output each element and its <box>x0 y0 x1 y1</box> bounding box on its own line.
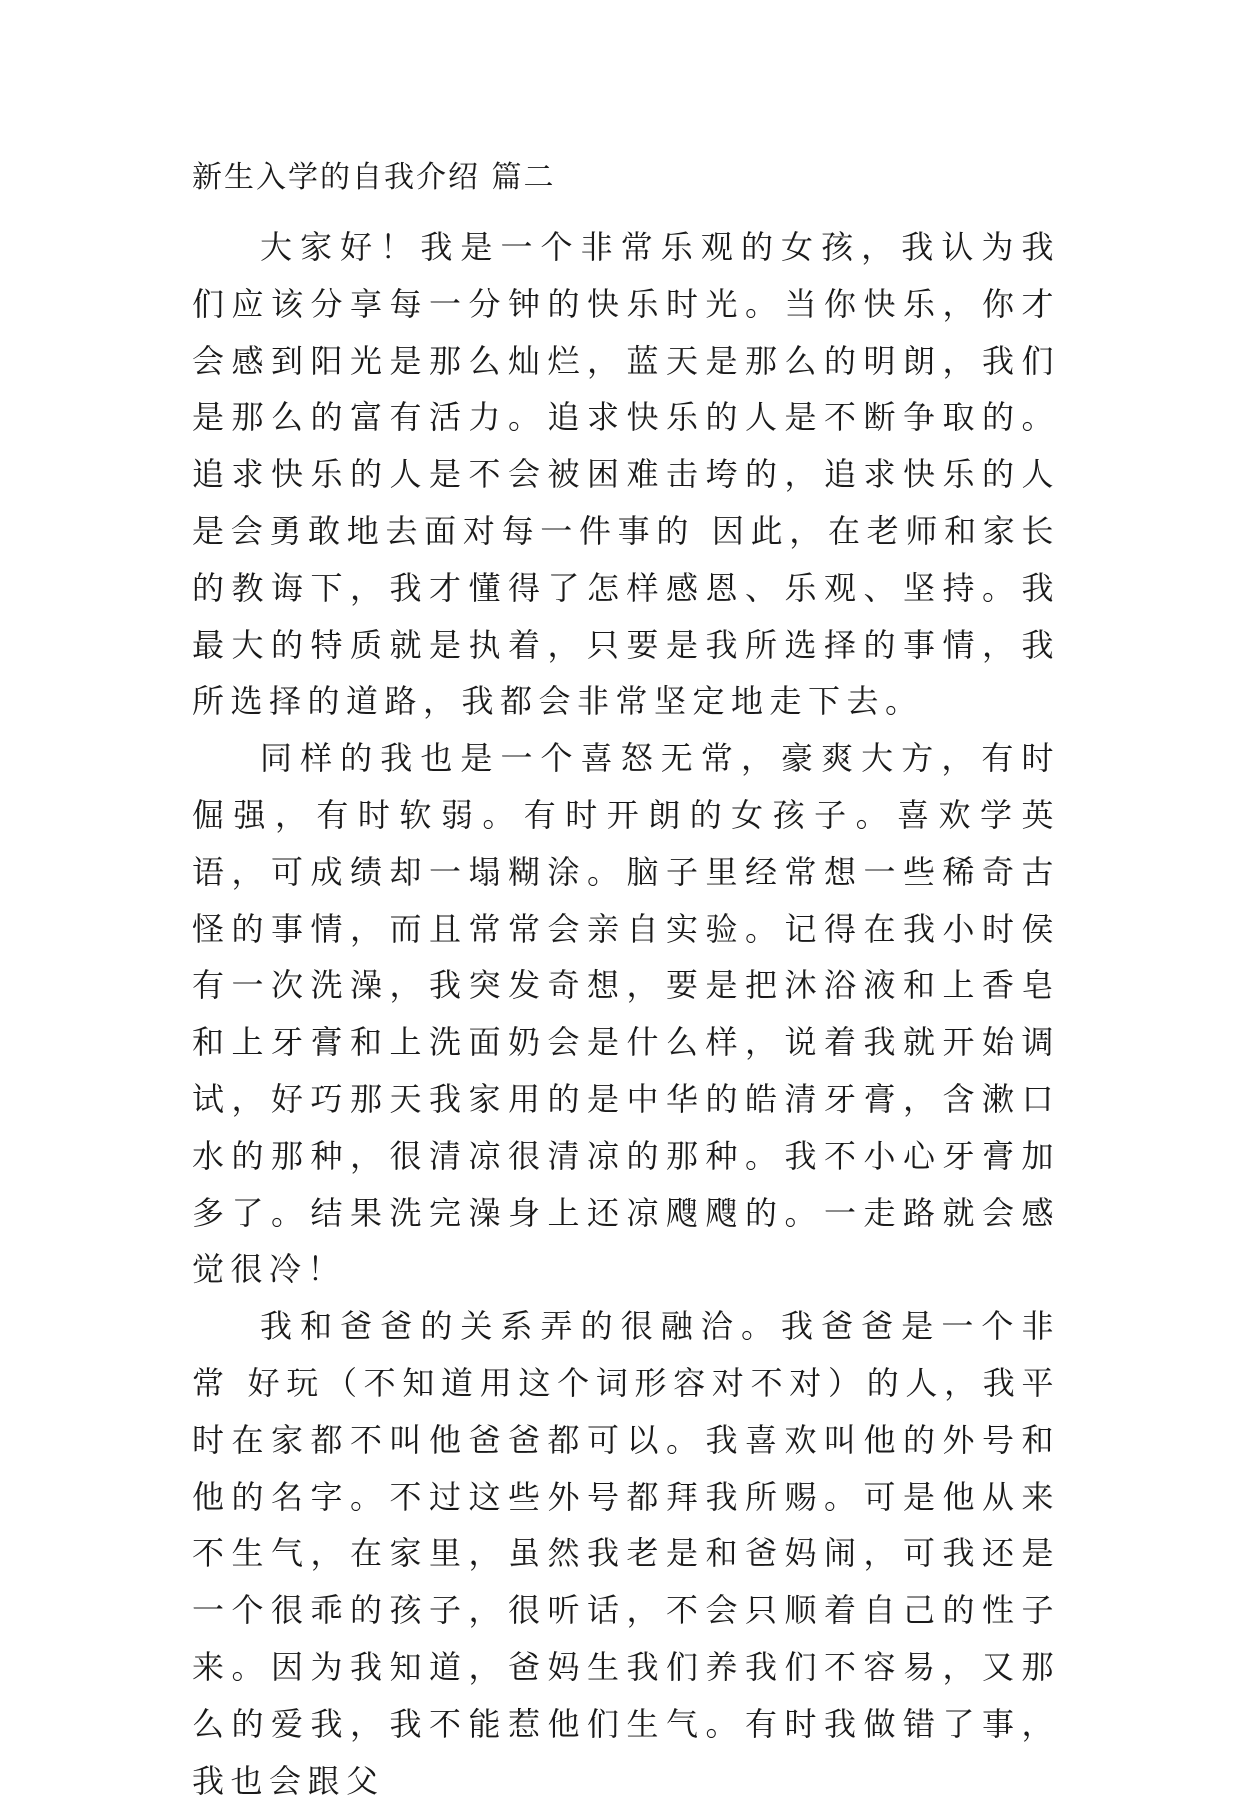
document-body <box>192 219 1060 1809</box>
paragraph-intro: 大家好！我是一个非常乐观的女孩，我认为我们应该分享每一分钟的快乐时光。当你快乐，你才会感到阳光是那么灿烂，蓝天是那么的明朗，我们是那么的富有活力。追求快乐的人是不断争取的。追求快乐的人是不会被困难击垮的，追求快乐的人是会勇敢地去面对每一件事的 因此，在老师和家长的教诲下，我才懂得了怎样感恩、乐观、坚持。我最大的特质就是执着，只要是我所选择的事情，我所选择的道路，我都会非常坚定地走下去。 <box>192 228 1060 721</box>
document-title: 新生入学的自我介绍 篇二 <box>192 160 556 195</box>
paragraph-personality: 同样的我也是一个喜怒无常，豪爽大方，有时倔强，有时软弱。有时开朗的女孩子。喜欢学英语，可成绩却一塌糊涂。脑子里经常想一些稀奇古怪的事情，而且常常会亲自实验。记得在我小时侯有一次洗澡，我突发奇想，要是把沐浴液和上香皂和上牙膏和上洗面奶会是什么样，说着我就开始调试，好巧那天我家用的是中华的皓清牙膏，含漱口水的那种，很清凉很清凉的那种。我不小心牙膏加多了。结果洗完澡身上还凉飕飕的。一走路就会感觉很冷！ <box>192 739 1060 1289</box>
paragraph-father: 我和爸爸的关系弄的很融洽。我爸爸是一个非常 好玩（不知道用这个词形容对不对）的人，我平时在家都不叫他爸爸都可以。我喜欢叫他的外号和他的名字。不过这些外号都拜我所赐。可是他从来不生气，在家里，虽然我老是和爸妈闹，可我还是一个很乖的孩子，很听话，不会只顺着自己的性子来。因为我知道，爸妈生我们养我们不容易，又那么的爱我，我不能惹他们生气。有时我做错了事，我也会跟父 <box>192 1307 1060 1800</box>
